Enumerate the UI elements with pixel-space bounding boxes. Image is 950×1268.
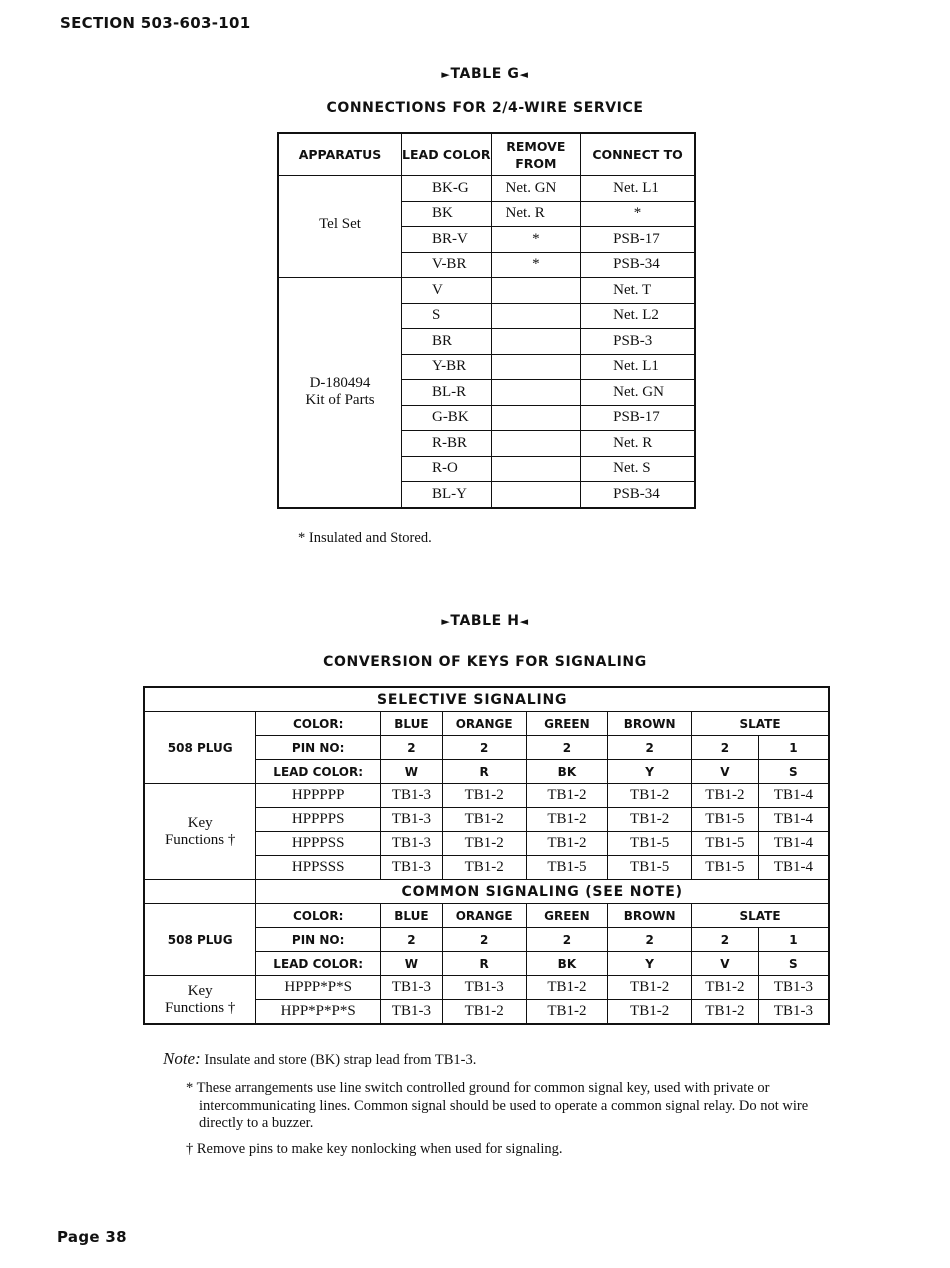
left-arrow-icon: ◄ (519, 68, 529, 81)
terminal-cell: TB1-2 (526, 1000, 608, 1025)
terminal-cell: TB1-3 (380, 976, 442, 1000)
pin-cell: 2 (608, 736, 692, 760)
lead-color-cell: BL-Y (401, 482, 491, 508)
lead-color-cell: BR-V (401, 227, 491, 253)
lead-label-cell: LEAD COLOR: (256, 760, 381, 784)
color-cell: SLATE (692, 904, 829, 928)
connect-to-cell: PSB-34 (581, 482, 695, 508)
terminal-cell: TB1-5 (692, 808, 759, 832)
terminal-cell: TB1-2 (442, 784, 526, 808)
terminal-cell: TB1-2 (608, 976, 692, 1000)
pin-label-cell: PIN NO: (256, 736, 381, 760)
terminal-cell: TB1-3 (758, 976, 829, 1000)
page-number: Page 38 (57, 1228, 127, 1246)
lead-cell: S (758, 760, 829, 784)
lead-label-cell: LEAD COLOR: (256, 952, 381, 976)
right-arrow-icon: ► (441, 68, 451, 81)
pin-label-cell: PIN NO: (256, 928, 381, 952)
lead-color-cell: Y-BR (401, 354, 491, 380)
star-note: * These arrangements use line switch controlled ground for common signal key, used with private or intercommunicating lines. Common signal should be used to operate a common signal relay. Do not wire directly to a buzzer. (186, 1080, 809, 1131)
terminal-cell: TB1-5 (608, 856, 692, 880)
lead-cell: Y (608, 760, 692, 784)
terminal-cell: TB1-3 (442, 976, 526, 1000)
color-label-cell: COLOR: (256, 904, 381, 928)
table-h-title: CONVERSION OF KEYS FOR SIGNALING (323, 654, 647, 670)
color-cell: BLUE (380, 904, 442, 928)
pin-cell: 2 (442, 736, 526, 760)
color-row (144, 904, 829, 928)
remove-from-cell (491, 303, 581, 329)
terminal-cell: TB1-2 (526, 832, 608, 856)
terminal-cell: TB1-3 (380, 832, 442, 856)
section-header: SECTION 503-603-101 (60, 14, 251, 32)
key-function-row (144, 784, 829, 808)
remove-from-cell (491, 431, 581, 457)
terminal-cell: TB1-5 (692, 832, 759, 856)
pin-cell: 2 (380, 736, 442, 760)
remove-from-cell (491, 456, 581, 482)
table-row (278, 278, 695, 304)
section-title-row (144, 687, 829, 712)
pin-cell: 2 (692, 928, 759, 952)
terminal-cell: TB1-4 (758, 784, 829, 808)
remove-from-cell: * (491, 227, 581, 253)
terminal-cell: TB1-2 (608, 808, 692, 832)
table-row (278, 176, 695, 202)
key-code-cell: HPP*P*P*S (256, 1000, 381, 1025)
connect-to-cell: Net. T (581, 278, 695, 304)
terminal-cell: TB1-2 (526, 808, 608, 832)
lead-color-cell: S (401, 303, 491, 329)
table-g (277, 132, 696, 509)
connect-to-cell: Net. S (581, 456, 695, 482)
note-label: Note: (163, 1049, 201, 1068)
key-functions-label: Key Functions † (144, 976, 256, 1025)
terminal-cell: TB1-2 (608, 1000, 692, 1025)
remove-from-cell (491, 482, 581, 508)
pin-cell: 1 (758, 928, 829, 952)
dagger-note: † Remove pins to make key nonlocking when used for signaling. (186, 1141, 563, 1157)
color-row (144, 712, 829, 736)
terminal-cell: TB1-2 (442, 832, 526, 856)
remove-from-cell (491, 405, 581, 431)
apparatus-cell: Tel Set (278, 176, 401, 278)
pin-cell: 2 (526, 736, 608, 760)
lead-cell: S (758, 952, 829, 976)
pin-cell: 2 (526, 928, 608, 952)
table-h (143, 686, 830, 1025)
color-cell: BROWN (608, 904, 692, 928)
connect-to-cell: PSB-17 (581, 405, 695, 431)
plug-label-cell: 508 PLUG (144, 712, 256, 784)
note-line (163, 1050, 476, 1070)
lead-color-cell: R-O (401, 456, 491, 482)
table-g-label-text: TABLE G (450, 66, 520, 82)
table-g-label (0, 66, 950, 82)
table-g-title: CONNECTIONS FOR 2/4-WIRE SERVICE (326, 100, 644, 116)
terminal-cell: TB1-3 (758, 1000, 829, 1025)
common-signaling-title: COMMON SIGNALING (SEE NOTE) (256, 880, 829, 904)
connect-to-cell: PSB-34 (581, 252, 695, 278)
pin-cell: 2 (608, 928, 692, 952)
pin-cell: 1 (758, 736, 829, 760)
selective-signaling-title: SELECTIVE SIGNALING (144, 687, 829, 712)
lead-cell: R (442, 760, 526, 784)
table-g-col-header: CONNECT TO (581, 133, 695, 176)
color-label-cell: COLOR: (256, 712, 381, 736)
color-cell: BROWN (608, 712, 692, 736)
lead-cell: W (380, 760, 442, 784)
table-g-col-header: LEAD COLOR (401, 133, 491, 176)
lead-color-cell: V (401, 278, 491, 304)
terminal-cell: TB1-3 (380, 856, 442, 880)
section-title-row (144, 880, 829, 904)
connect-to-cell: * (581, 201, 695, 227)
lead-color-cell: BL-R (401, 380, 491, 406)
terminal-cell: TB1-2 (526, 784, 608, 808)
pin-cell: 2 (380, 928, 442, 952)
table-g-col-header: APPARATUS (278, 133, 401, 176)
connect-to-cell: PSB-3 (581, 329, 695, 355)
lead-cell: V (692, 760, 759, 784)
connect-to-cell: Net. L2 (581, 303, 695, 329)
remove-from-cell: * (491, 252, 581, 278)
color-cell: SLATE (692, 712, 829, 736)
terminal-cell: TB1-2 (442, 856, 526, 880)
pin-cell: 2 (692, 736, 759, 760)
color-cell: BLUE (380, 712, 442, 736)
key-functions-label: Key Functions † (144, 784, 256, 880)
table-h-label (0, 613, 950, 629)
terminal-cell: TB1-3 (380, 808, 442, 832)
lead-cell: BK (526, 760, 608, 784)
table-h-label-text: TABLE H (450, 613, 520, 629)
connect-to-cell: Net. R (581, 431, 695, 457)
terminal-cell: TB1-2 (608, 784, 692, 808)
connect-to-cell: Net. GN (581, 380, 695, 406)
remove-from-cell (491, 354, 581, 380)
lead-color-cell: BR (401, 329, 491, 355)
terminal-cell: TB1-2 (442, 808, 526, 832)
key-code-cell: HPPP*P*S (256, 976, 381, 1000)
key-code-cell: HPPSSS (256, 856, 381, 880)
terminal-cell: TB1-3 (380, 784, 442, 808)
connect-to-cell: Net. L1 (581, 176, 695, 202)
left-arrow-icon: ◄ (519, 615, 529, 628)
color-cell: ORANGE (442, 904, 526, 928)
terminal-cell: TB1-2 (442, 1000, 526, 1025)
note-text: Insulate and store (BK) strap lead from TB1-3. (204, 1052, 477, 1068)
lead-color-cell: G-BK (401, 405, 491, 431)
terminal-cell: TB1-2 (692, 1000, 759, 1025)
terminal-cell: TB1-4 (758, 832, 829, 856)
right-arrow-icon: ► (441, 615, 451, 628)
blank-cell (144, 880, 256, 904)
terminal-cell: TB1-2 (692, 784, 759, 808)
key-code-cell: HPPPPP (256, 784, 381, 808)
lead-cell: BK (526, 952, 608, 976)
lead-color-cell: BK (401, 201, 491, 227)
lead-cell: R (442, 952, 526, 976)
apparatus-cell: D-180494 Kit of Parts (278, 278, 401, 508)
table-g-footnote: * Insulated and Stored. (298, 530, 432, 546)
remove-from-cell (491, 278, 581, 304)
terminal-cell: TB1-4 (758, 808, 829, 832)
pin-cell: 2 (442, 928, 526, 952)
terminal-cell: TB1-2 (526, 976, 608, 1000)
terminal-cell: TB1-5 (608, 832, 692, 856)
lead-cell: W (380, 952, 442, 976)
terminal-cell: TB1-4 (758, 856, 829, 880)
color-cell: GREEN (526, 904, 608, 928)
connect-to-cell: Net. L1 (581, 354, 695, 380)
lead-cell: Y (608, 952, 692, 976)
lead-color-cell: R-BR (401, 431, 491, 457)
connect-to-cell: PSB-17 (581, 227, 695, 253)
remove-from-cell: Net. R (491, 201, 581, 227)
terminal-cell: TB1-2 (692, 976, 759, 1000)
plug-label-cell: 508 PLUG (144, 904, 256, 976)
key-function-row (144, 976, 829, 1000)
lead-color-cell: V-BR (401, 252, 491, 278)
remove-from-cell (491, 380, 581, 406)
color-cell: ORANGE (442, 712, 526, 736)
terminal-cell: TB1-5 (526, 856, 608, 880)
color-cell: GREEN (526, 712, 608, 736)
terminal-cell: TB1-3 (380, 1000, 442, 1025)
lead-color-cell: BK-G (401, 176, 491, 202)
lead-cell: V (692, 952, 759, 976)
key-code-cell: HPPPPS (256, 808, 381, 832)
terminal-cell: TB1-5 (692, 856, 759, 880)
remove-from-cell (491, 329, 581, 355)
key-code-cell: HPPPSS (256, 832, 381, 856)
table-g-col-header: REMOVE FROM (491, 133, 581, 176)
table-g-header-row (278, 133, 695, 176)
remove-from-cell: Net. GN (491, 176, 581, 202)
